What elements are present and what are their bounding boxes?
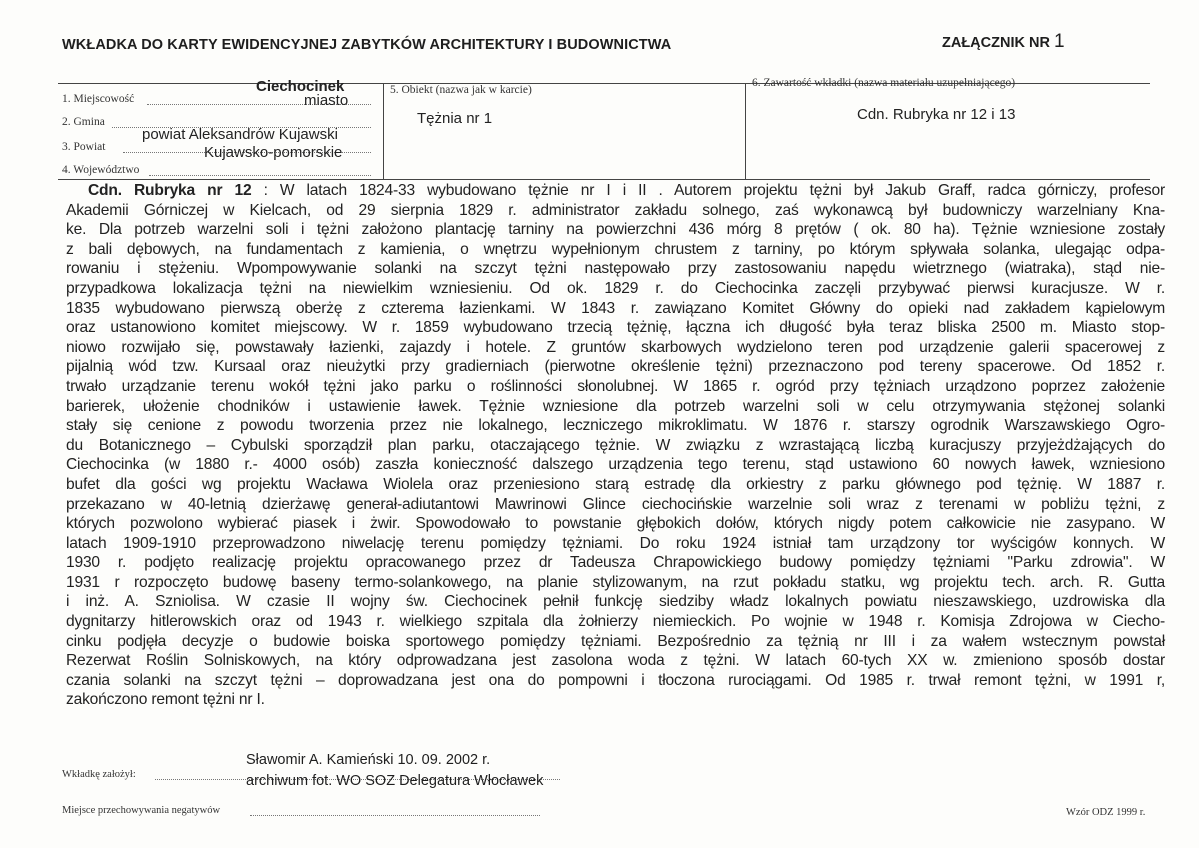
body-line-text: oraz ustanowiono komitet miejscowy. W r. 1859 wybudowano trzecią tężnię, łączna ich długość była teraz bliska 2500 m. Miasto stop- xyxy=(66,319,1165,337)
body-line-text: bufet dla gości wg projektu Wacława Wiolela oraz przeniesiono starą estradę dla orkiestry z parku głównego pod tężnię. W 1887 r. xyxy=(66,475,1165,493)
body-line xyxy=(66,690,1165,710)
archive-value: archiwum fot. WO SOZ Delegatura Włocławek xyxy=(246,773,544,789)
wojewodztwo-dots xyxy=(149,175,371,176)
author-value: Sławomir A. Kamieński 10. 09. 2002 r. xyxy=(246,752,491,768)
body-line xyxy=(66,279,1165,299)
body-line-text: 1835 wybudowano pierwszą oberżę z czterema łazienkami. W 1843 r. zawiązano Komitet Główny do opieki nad zakładem kąpielowym xyxy=(66,299,1165,317)
miejscowosc-value: Ciechocinek xyxy=(256,78,345,95)
body-line xyxy=(66,181,1165,201)
body-line-text: zakończono remont tężni nr I. xyxy=(66,691,265,709)
body-line xyxy=(66,201,1165,221)
body-line-text: cinku podjęła decyzje o budowie boiska sportowego pomiędzy tężniami. Bezpośrednio za tężnią nr III i za wałem wstecznym powstał xyxy=(66,632,1165,650)
body-line xyxy=(66,612,1165,632)
body-line-text: których pozwolono wybierać piasek i żwir. Spowodowało to powstanie głębokich dołów, których nigdy potem całkowicie nie zasypano. W xyxy=(66,515,1165,533)
body-line xyxy=(66,416,1165,436)
body-line xyxy=(66,495,1165,515)
annex-label-text: ZAŁĄCZNIK NR xyxy=(942,35,1050,51)
body-line xyxy=(66,338,1165,358)
wojewodztwo-value: Kujawsko-pomorskie xyxy=(204,144,343,161)
body-line-text: 1931 r rozpoczęto budowę baseny termo-solankowego, na planie stylizowanym, na rzut pokładu statku, wg projektu tech. arch. R. Gutta xyxy=(66,573,1165,591)
body-line-text: i inż. A. Szniolisa. W czasie II wojny św. Ciechocinek pełnił funkcję siedziby władz lokalnych powiatu nieszawskiego, uzdrowiska dla xyxy=(66,593,1165,611)
body-line-text: trwało urządzanie terenu wokół tężni jako parku o roślinności słonolubnej. W 1865 r. ogród przy tężniach urządzono poprzez założenie xyxy=(66,377,1165,395)
body-line-text: z bali dębowych, na fundamentach z kamienia, o wnętrzu wypełnionym chrustem z tarniny, po którym spływała solanka, ulegając odpa- xyxy=(66,240,1165,258)
body-line-text: barierek, ułożenie chodników i ustawienie ławek. Tężnie wzniesione dla potrzeb warzelni soli w celu otrzymywania stężonej solanki xyxy=(66,397,1165,415)
body-line-text: niowo rozwijało się, powstawały łazienki, zajazdy i hotele. Z gruntów skarbowych wydzielono teren pod urządzenie galerii spacerowej z xyxy=(66,338,1165,356)
body-line-text: Rezerwat Roślin Solniskowych, na który odprowadzana jest zasolona woda z tężni. W latach 60-tych XX w. zmieniono sposób dostar xyxy=(66,652,1165,670)
body-line-text: du Botanicznego – Cybulski sporządził plan parku, otaczającego tężnie. W związku z wzrastającą liczbą kuracjuszy przyjeżdżających do xyxy=(66,436,1165,454)
obiekt-value: Tężnia nr 1 xyxy=(417,110,493,127)
body-line-text: Ciechocinka (w 1880 r.- 4000 osób) zaszła konieczność dalszego urządzenia tego terenu, stąd ustawiono 60 nowych ławek, wzniesiono xyxy=(66,456,1165,474)
annex-label xyxy=(942,31,1065,53)
body-line-text: dygnitarzy hitlerowskich oraz od 1943 r. wielkiego szpitala dla żołnierzy niemieckich. Po wojnie w 1948 r. Komisja Zdrojowa w Ciecho- xyxy=(66,613,1165,631)
body-line-text: pijalnią wód tzw. Kursaal oraz nieużytki przy gradierniach (pierwotne określenie tężni) przeznaczono pod tereny spacerowe. Od 1852 r. xyxy=(66,358,1165,376)
form-version: Wzór ODZ 1999 r. xyxy=(1066,807,1146,818)
powiat-label: 3. Powiat xyxy=(62,141,106,153)
obiekt-label: 5. Obiekt (nazwa jak w karcie) xyxy=(390,84,532,96)
body-line xyxy=(66,671,1165,691)
body-line-text: przekazano w 40-letnią dzierżawę generał-adiutantowi Mawrinowi Glince ciechocińskie warzelnie soli wraz z terenami w pobliżu tężni, z xyxy=(66,495,1165,513)
body-line-text: stały się cenione z powodu tworzenia przez nie lokalnego, leczniczego mikroklimatu. W 1876 r. starszy ogrodnik Warszawskiego Ogro- xyxy=(66,417,1165,435)
body-line xyxy=(66,573,1165,593)
zawartosc-value: Cdn. Rubryka nr 12 i 13 xyxy=(857,106,1016,123)
body-line-text: latach 1909-1910 przeprowadzono niwelację terenu pomiędzy tężniami. Do roku 1924 istniał tam urządzony tor wyścigów konnych. W xyxy=(66,534,1165,552)
gmina-label: 2. Gmina xyxy=(62,116,105,128)
body-line xyxy=(66,553,1165,573)
body-line-text: czania solanki na szczyt tężni – doprowadzana jest ona do pompowni i tłoczona rurociągami. Od 1985 r. trwał remont tężni, w 1991 r, xyxy=(66,671,1165,689)
body-line xyxy=(66,357,1165,377)
author-label: Wkładkę założył: xyxy=(62,769,136,780)
body-line-text: rowaniu i stężeniu. Wpompowywanie solanki na szczyt tężni następowało przy zastosowaniu napędu wietrznego (wiatraka), stąd nie- xyxy=(66,260,1165,278)
body-line xyxy=(66,651,1165,671)
body-line xyxy=(66,299,1165,319)
body-line xyxy=(66,592,1165,612)
body-line xyxy=(66,455,1165,475)
body-line-text: przypadkowa lokalizacja tężni na niewielkim wzniesieniu. Od ok. 1829 r. do Ciechocinka zaczęli przybywać pierwsi kuracjusze. W r. xyxy=(66,279,1165,297)
body-line-text: : W latach 1824-33 wybudowano tężnie nr I i II . Autorem projektu tężni był Jakub Graff, radca górniczy, profesor xyxy=(251,182,1165,199)
table-divider-2 xyxy=(745,83,746,179)
body-line xyxy=(66,397,1165,417)
body-line xyxy=(66,220,1165,240)
annex-number: 1 xyxy=(1053,31,1065,52)
body-line xyxy=(66,436,1165,456)
body-heading: Cdn. Rubryka nr 12 xyxy=(88,182,252,199)
body-line-text: Akademii Górniczej w Kielcach, od 29 sierpnia 1829 r. administrator zakładu solnego, zaś wykonawcą był budowniczy warzelniany Kna- xyxy=(66,201,1165,219)
body-text xyxy=(66,181,1165,710)
miejscowosc-label: 1. Miejscowość xyxy=(62,93,135,105)
body-line-text: 1930 r. podjęto realizację projektu opracowanego przez dr Tadeusza Chrapowickiego budowy pomiędzy tężniami "Parku zdrowia". W xyxy=(66,554,1165,572)
document-title: WKŁADKA DO KARTY EWIDENCYJNEJ ZABYTKÓW ARCHITEKTURY I BUDOWNICTWA xyxy=(62,37,672,53)
table-divider-1 xyxy=(383,83,384,179)
table-bottom-border xyxy=(58,179,1150,180)
powiat-value: powiat Aleksandrów Kujawski xyxy=(142,126,338,143)
body-line xyxy=(66,534,1165,554)
body-line xyxy=(66,259,1165,279)
miejscowosc-type: miasto xyxy=(304,92,349,109)
zawartosc-label: 6. Zawartość wkładki (nazwa materiału uzupełniającego) xyxy=(752,77,1016,89)
negatives-field xyxy=(250,815,540,816)
body-line xyxy=(66,514,1165,534)
body-line xyxy=(66,632,1165,652)
body-line xyxy=(66,318,1165,338)
wojewodztwo-label: 4. Województwo xyxy=(62,164,140,176)
body-line-text: ke. Dla potrzeb warzelni soli i tężni założono plantację tarniny na powierzchni 436 mórg 8 prętów ( ok. 80 ha). Tężnie wzniesione zostały xyxy=(66,221,1165,239)
body-line xyxy=(66,240,1165,260)
body-line xyxy=(66,377,1165,397)
negatives-label: Miejsce przechowywania negatywów xyxy=(62,805,221,816)
body-line xyxy=(66,475,1165,495)
